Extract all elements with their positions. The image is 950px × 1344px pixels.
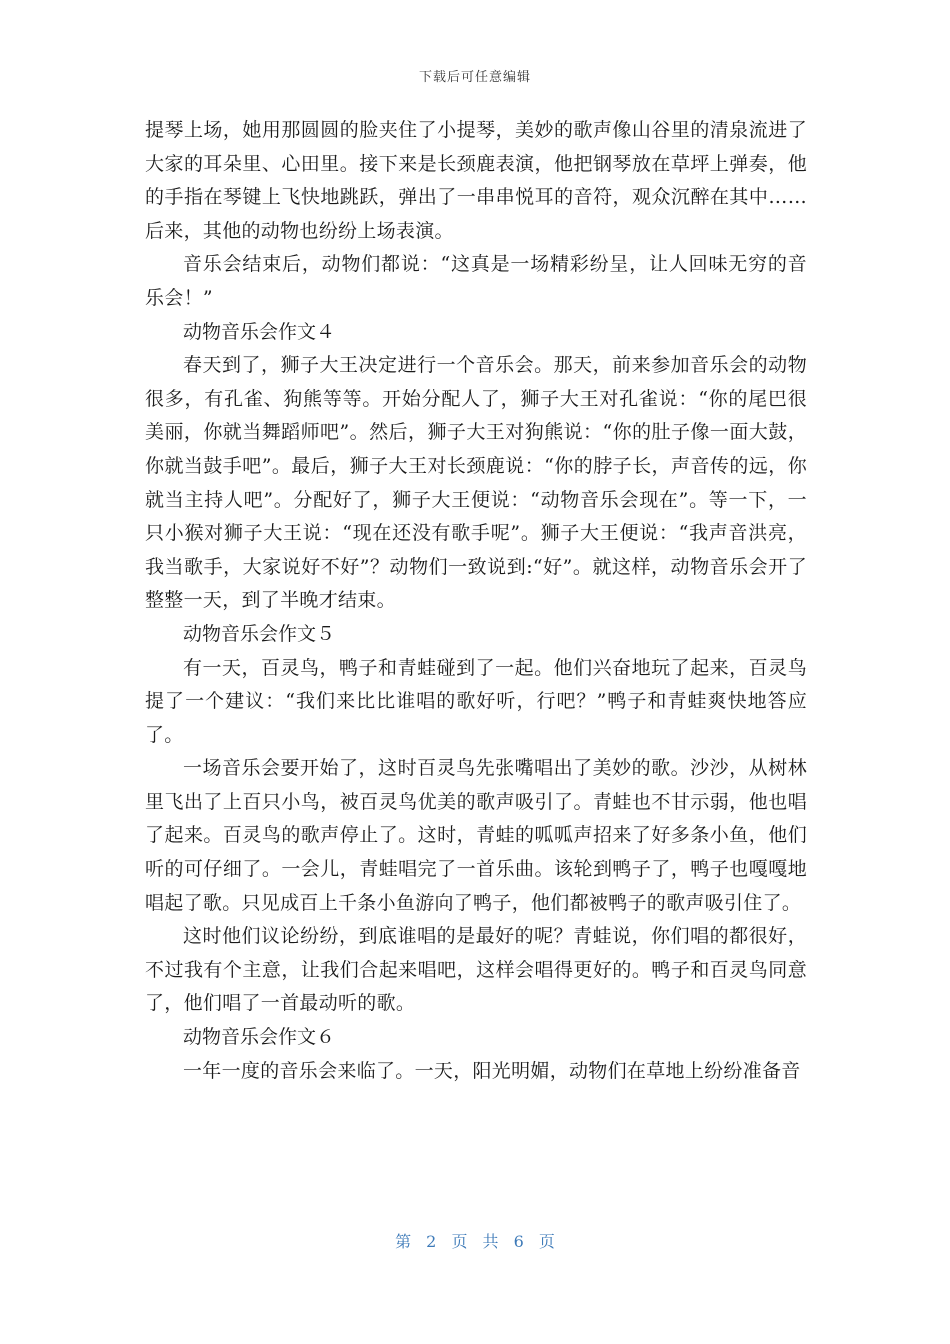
paragraph-continued: 提琴上场，她用那圆圆的脸夹住了小提琴，美妙的歌声像山谷里的清泉流进了大家的耳朵里、心田里。接下来是长颈鹿表演，他把钢琴放在草坪上弹奏，他的手指在琴键上飞快地跳跃，弹出了一串串悦耳的音符，观众沉醉在其中……后来，其他的动物也纷纷上场表演。 [145,119,807,242]
page-header: 下载后可任意编辑 [418,70,531,85]
paragraph: 一年一度的音乐会来临了。一天，阳光明媚，动物们在草地上纷纷准备音 [183,1059,801,1082]
paragraph: 这时他们议论纷纷，到底谁唱的是最好的呢？青蛙说，你们唱的都很好，不过我有个主意，让我们合起来唱吧，这样会唱得更好的。鸭子和百灵鸟同意了，他们唱了一首最动听的歌。 [145,925,807,1015]
paragraph: 音乐会结束后，动物们都说：“这真是一场精彩纷呈，让人回味无穷的音乐会！” [145,253,807,309]
page-footer: 第 2 页 共 6 页 [395,1232,555,1251]
section-heading: 动物音乐会作文５ [183,622,336,645]
section-heading: 动物音乐会作文６ [183,1026,336,1049]
paragraph: 一场音乐会要开始了，这时百灵鸟先张嘴唱出了美妙的歌。沙沙，从树林里飞出了上百只小鸟，被百灵鸟优美的歌声吸引了。青蛙也不甘示弱，他也唱了起来。百灵鸟的歌声停止了。这时，青蛙的呱呱声招来了好多条小鱼，他们听的可仔细了。一会儿，青蛙唱完了一首乐曲。该轮到鸭子了，鸭子也嘎嘎地唱起了歌。只见成百上千条小鱼游向了鸭子，他们都被鸭子的歌声吸引住了。 [145,757,807,914]
paragraph: 有一天，百灵鸟，鸭子和青蛙碰到了一起。他们兴奋地玩了起来，百灵鸟提了一个建议：“我们来比比谁唱的歌好听，行吧？”鸭子和青蛙爽快地答应了。 [145,656,807,746]
paragraph: 春天到了，狮子大王决定进行一个音乐会。那天，前来参加音乐会的动物很多，有孔雀、狗熊等等。开始分配人了，狮子大王对孔雀说：“你的尾巴很美丽，你就当舞蹈师吧”。然后，狮子大王对狗熊说：“你的肚子像一面大鼓，你就当鼓手吧”。最后，狮子大王对长颈鹿说：“你的脖子长，声音传的远，你就当主持人吧”。分配好了，狮子大王便说：“动物音乐会现在”。等一下，一只小猴对狮子大王说：“现在还没有歌手呢”。狮子大王便说：“我声音洪亮，我当歌手，大家说好不好”？动物们一致说到:“好”。就这样，动物音乐会开了整整一天，到了半晚才结束。 [145,354,807,612]
section-heading: 动物音乐会作文４ [183,320,336,343]
document-body [145,114,807,1088]
